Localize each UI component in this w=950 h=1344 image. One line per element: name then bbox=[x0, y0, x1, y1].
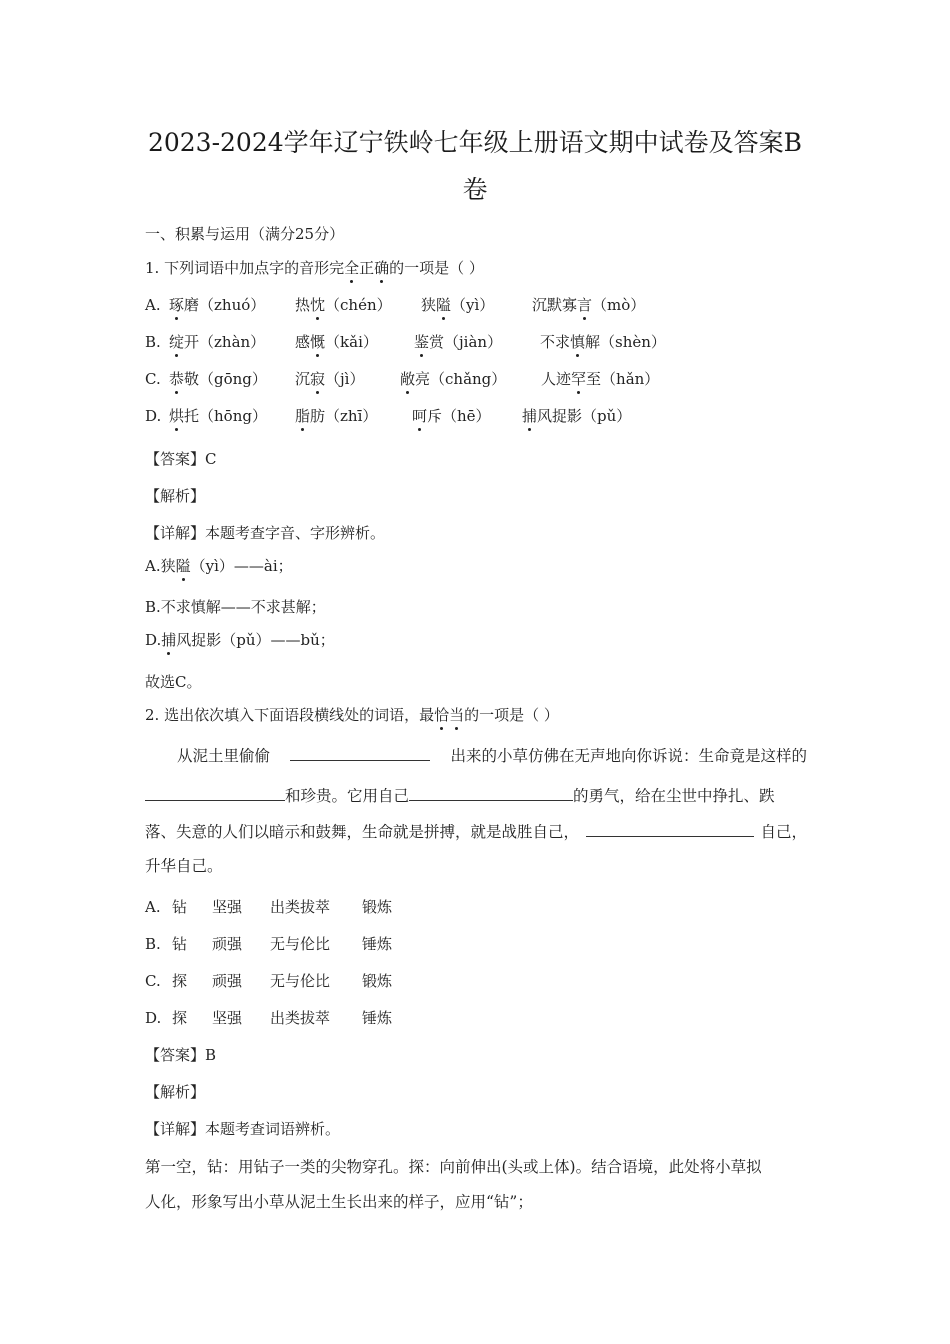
option-word: 沉寂（jì） bbox=[295, 370, 365, 388]
q2-option-c bbox=[145, 971, 392, 991]
option-word: 坚强 bbox=[212, 898, 243, 916]
q2-option-b bbox=[145, 934, 392, 954]
option-label: D. bbox=[145, 407, 162, 425]
option-word: 钻 bbox=[172, 935, 188, 953]
option-word: 顽强 bbox=[212, 972, 243, 990]
option-label: A. bbox=[145, 296, 161, 314]
option-word: 锤炼 bbox=[362, 935, 393, 953]
option-word: 锻炼 bbox=[362, 972, 393, 990]
fill-blank bbox=[586, 822, 754, 837]
option-word: 敞亮（chǎng） bbox=[400, 370, 507, 388]
option-label: A. bbox=[145, 898, 161, 916]
option-word: 出类拔萃 bbox=[270, 898, 331, 916]
option-label: C. bbox=[145, 972, 161, 990]
option-word: 锻炼 bbox=[362, 898, 393, 916]
option-word: 呵斥（hē） bbox=[412, 407, 491, 425]
q1-detail: 【详解】本题考查字音、字形辨析。 bbox=[145, 524, 386, 542]
q1-prompt: 1. 下列词语中加点字的音形完全正确的一项是（ ） bbox=[145, 259, 484, 277]
q2-analysis-heading: 【解析】 bbox=[145, 1083, 206, 1101]
emphasis-dot-char: 当 bbox=[449, 706, 465, 724]
q2-explanation-line-2: 人化，形象写出小草从泥土生长出来的样子，应用“钻”； bbox=[145, 1193, 533, 1211]
q2-detail: 【详解】本题考查词语辨析。 bbox=[145, 1120, 341, 1138]
option-word: 无与伦比 bbox=[270, 935, 331, 953]
option-word: 感慨（kǎi） bbox=[295, 333, 378, 351]
option-word: 坚强 bbox=[212, 1009, 243, 1027]
option-word: 热忱（chén） bbox=[295, 296, 392, 314]
emphasis-dot-char: 全 bbox=[344, 259, 360, 277]
option-word: 鉴赏（jiàn） bbox=[414, 333, 503, 351]
option-label: C. bbox=[145, 370, 161, 388]
option-word: 狭隘（yì） bbox=[421, 296, 495, 314]
option-word: 脂肪（zhī） bbox=[295, 407, 378, 425]
q1-option-d bbox=[145, 406, 631, 426]
option-word: 沉默寡言（mò） bbox=[532, 296, 646, 314]
fill-blank bbox=[409, 786, 573, 801]
q1-option-a bbox=[145, 295, 645, 315]
option-label: B. bbox=[145, 935, 161, 953]
option-word: 人迹罕至（hǎn） bbox=[541, 370, 660, 388]
q1-option-c bbox=[145, 369, 659, 389]
fill-blank bbox=[145, 786, 285, 801]
option-word: 恭敬（gōng） bbox=[169, 370, 267, 388]
document-title-line1: 2023-2024学年辽宁铁岭七年级上册语文期中试卷及答案B bbox=[147, 128, 803, 157]
q2-passage-line-2: 和珍贵。它用自己 的勇气，给在尘世中挣扎、跌 bbox=[145, 786, 807, 806]
option-word: 琢磨（zhuó） bbox=[169, 296, 266, 314]
q1-option-b bbox=[145, 332, 666, 352]
q2-passage-line-1: 从泥土里偷偷 出来的小草仿佛在无声地向你诉说：生命竟是这样的 bbox=[177, 747, 807, 765]
option-word: 绽开（zhàn） bbox=[169, 333, 266, 351]
q1-answer: 【答案】C bbox=[145, 450, 217, 468]
option-word: 不求慎解（shèn） bbox=[540, 333, 666, 351]
q1-explanation-a: A.狭隘（yì）——ài； bbox=[145, 557, 293, 575]
option-word: 捕风捉影（pǔ） bbox=[522, 407, 632, 425]
option-word: 锤炼 bbox=[362, 1009, 393, 1027]
section-heading: 一、积累与运用（满分25分） bbox=[145, 225, 345, 243]
q1-analysis-heading: 【解析】 bbox=[145, 487, 206, 505]
emphasis-dot-char: 确 bbox=[374, 259, 390, 277]
fill-blank bbox=[290, 746, 430, 761]
document-title-line2: 卷 bbox=[462, 175, 488, 204]
q2-answer: 【答案】B bbox=[145, 1046, 217, 1064]
q2-passage-line-3: 落、失意的人们以暗示和鼓舞，生命就是拼搏，就是战胜自己， 自己， bbox=[145, 823, 807, 841]
option-word: 出类拔萃 bbox=[270, 1009, 331, 1027]
emphasis-dot-char: 恰 bbox=[434, 706, 450, 724]
option-word: 探 bbox=[172, 972, 188, 990]
q2-passage-line-4: 升华自己。 bbox=[145, 857, 223, 875]
option-word: 钻 bbox=[172, 898, 188, 916]
q1-explanation-b: B.不求慎解——不求甚解； bbox=[145, 598, 326, 616]
q2-option-a bbox=[145, 897, 392, 917]
option-word: 烘托（hōng） bbox=[169, 407, 267, 425]
option-label: D. bbox=[145, 1009, 162, 1027]
option-word: 无与伦比 bbox=[270, 972, 331, 990]
q1-explanation-d: D.捕风捉影（pǔ）——bǔ； bbox=[145, 631, 335, 649]
option-word: 探 bbox=[172, 1009, 188, 1027]
option-word: 顽强 bbox=[212, 935, 243, 953]
q2-prompt: 2. 选出依次填入下面语段横线处的词语，最恰当的一项是（ ） bbox=[145, 706, 559, 724]
q2-explanation-line-1: 第一空，钻：用钻子一类的尖物穿孔。探：向前伸出(头或上体)。结合语境，此处将小草拟 bbox=[145, 1158, 762, 1176]
option-label: B. bbox=[145, 333, 161, 351]
q2-option-d bbox=[145, 1008, 392, 1028]
q1-conclusion: 故选C。 bbox=[145, 673, 202, 691]
